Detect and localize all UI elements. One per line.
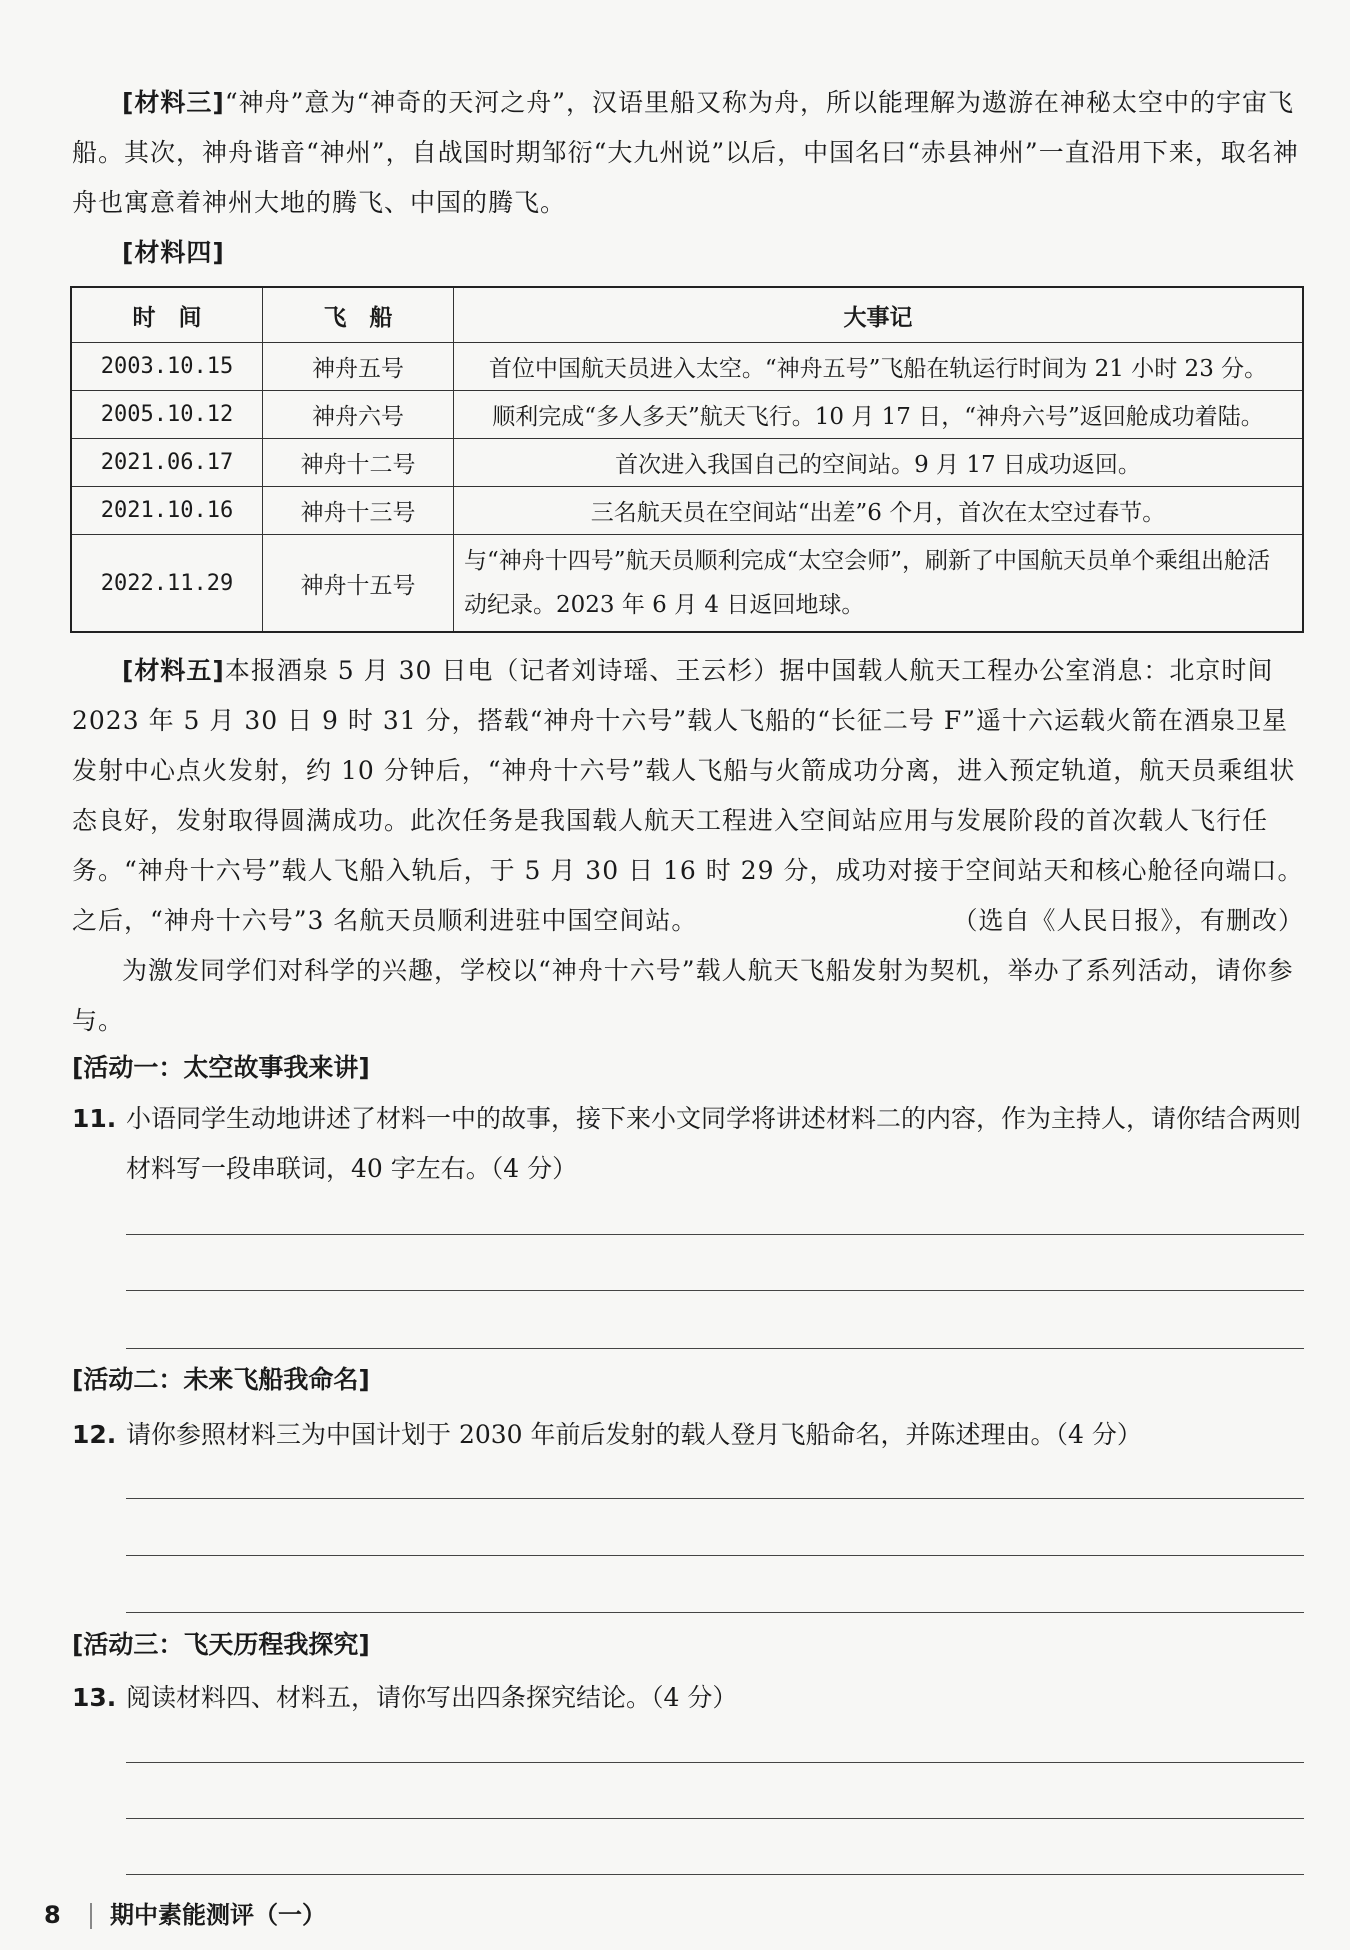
events-table-header (71, 287, 1303, 343)
question-12 (72, 1410, 1304, 1460)
footer-divider (90, 1903, 92, 1929)
answer-line[interactable] (126, 1234, 1304, 1235)
row-ship: 神舟五号 (263, 343, 454, 391)
answer-line[interactable] (126, 1818, 1304, 1819)
material-four-tag: [材料四] (122, 238, 225, 267)
material-five-text: 本报酒泉 5 月 30 日电（记者刘诗瑶、王云杉）据中国载人航天工程办公室消息：北京时间 2023 年 5 月 30 日 9 时 31 分，搭载“神舟十六号”载人飞船的“长征二号 F”遥十六运载火箭在酒泉卫星发射中心点火发射，约 10 分钟后，“神舟十六号”载人飞船与火箭成功分离，进入预定轨道，航天员乘组状态良好，发射取得圆满成功。此次任务是我国载人航天工程进入空间站应用与发展阶段的首次载人飞行任务。“神舟十六号”载人飞船入轨后，于 5 月 30 日 16 时 29 分，成功对接于空间站天和核心舱径向端口。之后，“神舟十六号”3 名航天员顺利进驻中国空间站。 (72, 656, 1304, 935)
row-ship: 神舟六号 (263, 391, 454, 439)
question-text: 请你参照材料三为中国计划于 2030 年前后发射的载人登月飞船命名，并陈述理由。（4 分） (126, 1420, 1142, 1449)
activity-one-title: [活动一：太空故事我来讲] (72, 1053, 370, 1082)
question-11 (72, 1094, 1304, 1194)
question-number: 11. (72, 1104, 117, 1133)
table-row (71, 439, 1303, 487)
question-number: 13. (72, 1683, 117, 1712)
page-number: 8 (44, 1901, 61, 1929)
activity-three-title: [活动三：飞天历程我探究] (72, 1630, 370, 1659)
material-five (72, 646, 1304, 946)
table-row (71, 343, 1303, 391)
row-event: 首位中国航天员进入太空。“神舟五号”飞船在轨运行时间为 21 小时 23 分。 (454, 343, 1304, 391)
activity-intro (72, 946, 1304, 1046)
answer-line[interactable] (126, 1555, 1304, 1556)
material-three-tag: [材料三] (122, 88, 225, 117)
row-event: 与“神舟十四号”航天员顺利完成“太空会师”，刷新了中国航天员单个乘组出舱活动纪录。2023 年 6 月 4 日返回地球。 (454, 535, 1304, 633)
answer-line[interactable] (126, 1762, 1304, 1763)
row-date: 2003.10.15 (71, 343, 263, 391)
question-13 (72, 1673, 1304, 1723)
header-events: 大事记 (454, 287, 1304, 343)
material-three-text: “神舟”意为“神奇的天河之舟”，汉语里船又称为舟，所以能理解为遨游在神秘太空中的宇宙飞船。其次，神舟谐音“神州”，自战国时期邹衍“大九州说”以后，中国名曰“赤县神州”一直沿用下来，取名神舟也寓意着神州大地的腾飞、中国的腾飞。 (72, 88, 1299, 217)
row-event: 三名航天员在空间站“出差”6 个月，首次在太空过春节。 (454, 487, 1304, 535)
footer-title: 期中素能测评（一） (110, 1901, 326, 1929)
row-date: 2005.10.12 (71, 391, 263, 439)
events-table (70, 286, 1304, 633)
question-text: 小语同学生动地讲述了材料一中的故事，接下来小文同学将讲述材料二的内容，作为主持人，请你结合两则材料写一段串联词，40 字左右。（4 分） (126, 1104, 1302, 1183)
table-row (71, 487, 1303, 535)
row-event: 首次进入我国自己的空间站。9 月 17 日成功返回。 (454, 439, 1304, 487)
answer-line[interactable] (126, 1290, 1304, 1291)
material-four-heading (72, 228, 1304, 278)
answer-line[interactable] (126, 1874, 1304, 1875)
row-ship: 神舟十三号 (263, 487, 454, 535)
row-date: 2022.11.29 (71, 535, 263, 633)
material-five-tag: [材料五] (122, 656, 225, 685)
table-row (71, 535, 1303, 633)
answer-line[interactable] (126, 1348, 1304, 1349)
row-date: 2021.10.16 (71, 487, 263, 535)
answer-line[interactable] (126, 1612, 1304, 1613)
activity-two-title: [活动二：未来飞船我命名] (72, 1365, 370, 1394)
answer-line[interactable] (126, 1498, 1304, 1499)
question-number: 12. (72, 1420, 117, 1449)
row-ship: 神舟十二号 (263, 439, 454, 487)
page-footer (44, 1895, 326, 1930)
table-row (71, 391, 1303, 439)
question-text: 阅读材料四、材料五，请你写出四条探究结论。（4 分） (126, 1683, 738, 1712)
row-ship: 神舟十五号 (263, 535, 454, 633)
row-event: 顺利完成“多人多天”航天飞行。10 月 17 日，“神舟六号”返回舱成功着陆。 (454, 391, 1304, 439)
header-ship: 飞 船 (263, 287, 454, 343)
material-five-source: （选自《人民日报》，有删改） (952, 906, 1304, 935)
row-date: 2021.06.17 (71, 439, 263, 487)
activity-intro-text: 为激发同学们对科学的兴趣，学校以“神舟十六号”载人航天飞船发射为契机，举办了系列活动，请你参与。 (72, 956, 1294, 1035)
header-time: 时 间 (71, 287, 263, 343)
material-three (72, 78, 1304, 228)
